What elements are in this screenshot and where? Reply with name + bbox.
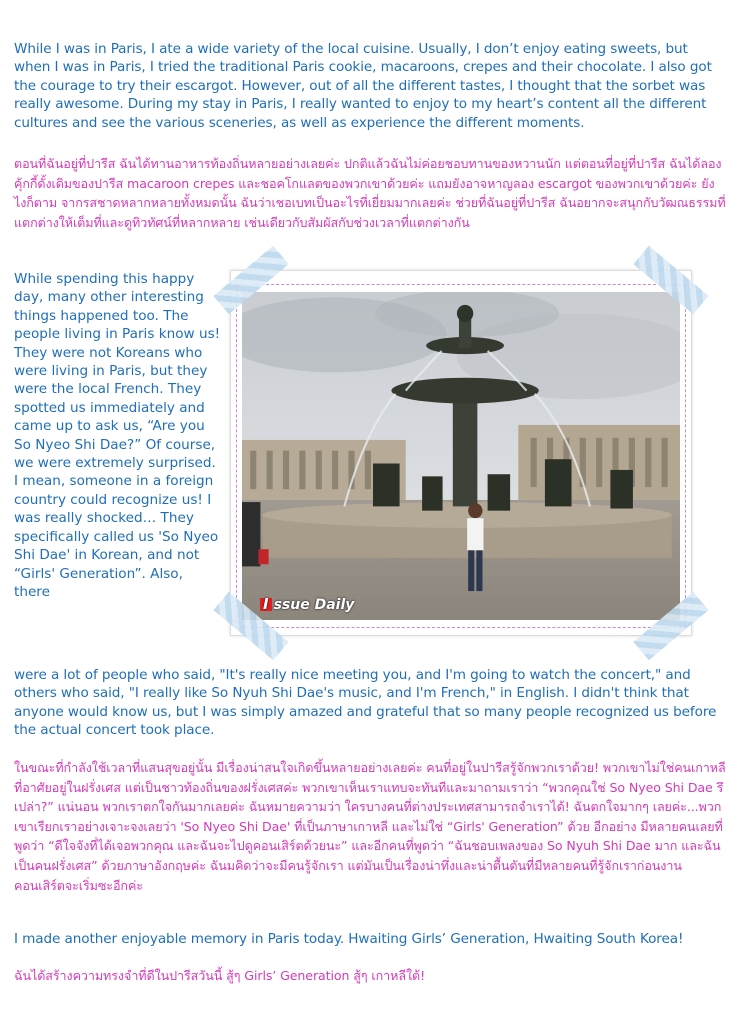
paragraph-2-thai: ในขณะที่กำลังใช้เวลาที่แสนสุขอยู่นั้น มีเรื่องน่าสนใจเกิดขึ้นหลายอย่างเลยค่ะ คนที่อยู่ในปารีสรู้จักพวกเราด้วย! พวกเขาไม่ใช่คนเกาหลีที่อาศัยอยู่ในฝรั่งเศส แต่เป็นชาวท้องถิ่นของฝรั่งเศสค่ะ พวกเขาเห็นเราแทบจะทันทีและมาถามเราว่า “พวกคุณใช่ So Nyeo Shi Dae รึเปล่า?” แน่นอน พวกเราตกใจกันมากเลยค่ะ ฉันหมายความว่า ใครบางคนที่ต่างประเทศสามารถจำเราได้! ฉันตกใจมากๆ เลยค่ะ...พวกเขาเรียกเราอย่างเจาะจงเลยว่า 'So Nyeo Shi Dae' ที่เป็นภาษาเกาหลี และไม่ใช่ “Girls' Generation” ด้วย อีกอย่าง มีหลายคนเลยที่พูดว่า “ดีใจจังที่ได้เจอพวกคุณ และฉันจะไปดูคอนเสิร์ตด้วยนะ” และอีกคนที่พูดว่า “ฉันชอบเพลงของ So Nyuh Shi Dae มาก และฉันเป็นคนฝรั่งเศส” ด้วยภาษาอังกฤษค่ะ ฉันมคิดว่าจะมีคนรู้จักเรา แต่มันเป็นเรื่องน่าทึ่งและน่าตื้นตันที่มีหลายคนที่รู้จักเราก่อนงานคอนเสิร์ตจะเริ่มซะอีกค่ะ <box>14 760 726 893</box>
fountain-photo-image <box>242 292 680 620</box>
paragraph-1-english: While I was in Paris, I ate a wide variety of the local cuisine. Usually, I don’t enjoy eating sweets, but when I was in Paris, I tried the traditional Paris cookie, macaroons, crepes and their chocolate. I also got the courage to try their escargot. However, out of all the different tastes, I thought that the sorbet was really awesome. During my stay in Paris, I really wanted to enjoy to my heart’s content all the different cultures and see the various sceneries, as well as experience the different moments. <box>14 41 712 131</box>
paragraph-3-thai: ฉันได้สร้างความทรงจำที่ดีในปารีสวันนี้ สู้ๆ Girls’ Generation สู้ๆ เกาหลีใต้! <box>14 968 426 983</box>
issue-daily-watermark <box>260 595 355 613</box>
photo-frame <box>226 264 696 642</box>
watermark-text: ssue Daily <box>273 597 355 613</box>
paragraph-3-english: I made another enjoyable memory in Paris today. Hwaiting Girls’ Generation, Hwaiting South Korea! <box>14 931 684 947</box>
paragraph-2-english-float: While spending this happy day, many other interesting things happened too. The people living in Paris know us! They were not Koreans who were living in Paris, but they were the local French. They spotted us immediately and came up to ask us, “Are you So Nyeo Shi Dae?” Of course, we were extremely surprised. I mean, someone in a foreign country could recognize us! I was really shocked… They specifically called us 'So Nyeo Shi Dae' in Korean, and not “Girls' Generation”. Also, there <box>14 271 221 600</box>
paragraph-2-english-rest: were a lot of people who said, "It's really nice meeting you, and I'm going to watch the concert," and others who said, "I really like So Nyuh Shi Dae's music, and I'm French," in English. I didn't think that anyone would know us, but I was simply amazed and grateful that so many people recognized us before the actual concert took place. <box>14 667 717 739</box>
fountain-photo <box>242 292 680 620</box>
paragraph-1-thai: ตอนที่ฉันอยู่ที่ปารีส ฉันได้ทานอาหารท้องถิ่นหลายอย่างเลยค่ะ ปกติแล้วฉันไม่ค่อยชอบทานของหวานนัก แต่ตอนที่อยู่ที่ปารีส ฉันได้ลองคุ้กกี้ดั้งเดิมของปารีส macaroon crepes และชอคโกแลตของพวกเขาด้วยค่ะ แถมยังอาจหาญลอง escargot ของพวกเขาด้วยค่ะ ยังไงก็ตาม จากรสชาดหลากหลายทั้งหมดนั้น ฉันว่าเชอเบทเป็นอะไรที่เยี่ยมมากเลยค่ะ ช่วยที่ฉันอยู่ที่ปารีส ฉันอยากจะสนุกกับวัฒณธรรมที่แตกต่างให้เต็มที่และดูทิวทัศน์ที่หลากหลาย เช่นเดียวกับสัมผัสกับช่วงเวลาที่แตกต่างกัน <box>14 156 726 230</box>
watermark-logo: I <box>260 598 272 611</box>
